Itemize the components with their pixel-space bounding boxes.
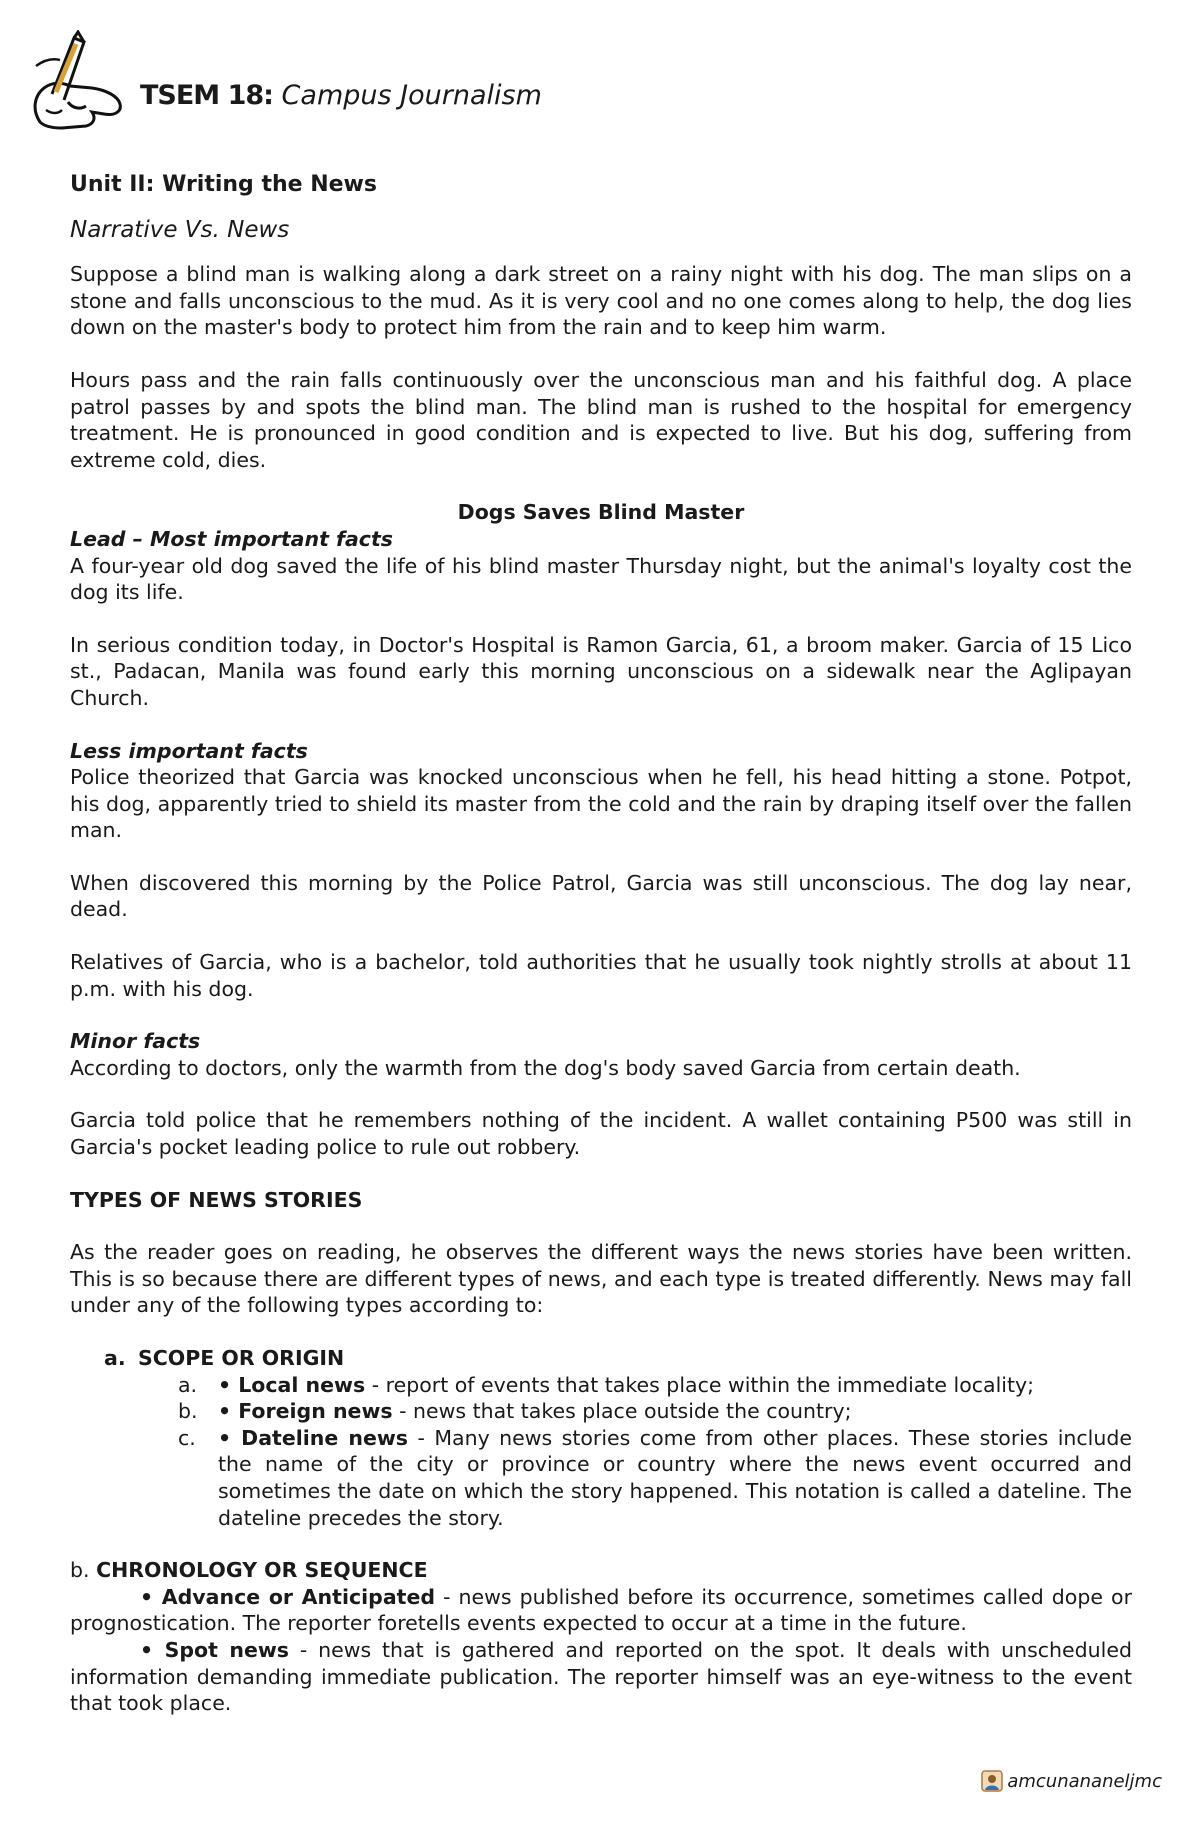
chronology-heading [70, 1557, 1132, 1584]
course-code: TSEM 18: [140, 80, 273, 111]
news-paragraph: When discovered this morning by the Police Patrol, Garcia was still unconscious. The dog lay near, dead. [70, 870, 1132, 922]
list-item [178, 1372, 1132, 1399]
chronology-title: CHRONOLOGY OR SEQUENCE [96, 1558, 428, 1583]
news-paragraph: According to doctors, only the warmth from the dog's body saved Garcia from certain death. [70, 1055, 1021, 1080]
types-heading: TYPES OF NEWS STORIES [70, 1187, 363, 1212]
list-desc: - news that is gathered and reported on the spot. It deals with unscheduled information demanding immediate publication. The reporter himself was an eye-witness to the event that took place. [70, 1637, 1132, 1716]
list-marker: c. [178, 1425, 196, 1450]
list-term: • Spot news [140, 1637, 290, 1662]
news-paragraph: A four-year old dog saved the life of his blind master Thursday night, but the animal's loyalty cost the dog its life. [70, 553, 1132, 605]
news-paragraph: Police theorized that Garcia was knocked unconscious when he fell, his head hitting a stone. Potpot, his dog, apparently tried to shield its master from the cold and the rain by draping itself over the fallen man. [70, 765, 1132, 843]
course-heading [140, 80, 542, 111]
news-headline: Dogs Saves Blind Master [457, 500, 745, 525]
list-desc: - news that takes place outside the country; [392, 1399, 852, 1424]
scope-title: SCOPE OR ORIGIN [138, 1346, 345, 1370]
list-marker: a. [178, 1372, 198, 1397]
user-avatar-icon [981, 1770, 1003, 1792]
news-paragraph: Garcia told police that he remembers nothing of the incident. A wallet containing P500 was still in Garcia's pocket leading police to rule out robbery. [70, 1108, 1132, 1160]
page-footer [981, 1770, 1162, 1792]
list-term: • Advance or Anticipated [140, 1584, 436, 1609]
pen-hand-logo-icon [22, 30, 142, 140]
list-item [178, 1425, 1132, 1531]
scope-letter: a. [104, 1346, 126, 1370]
list-term: • Dateline news [218, 1425, 409, 1450]
list-item [178, 1398, 1132, 1425]
lead-label: Lead – Most important facts [70, 526, 393, 551]
list-marker: b. [178, 1399, 198, 1424]
minor-facts-label: Minor facts [70, 1029, 201, 1054]
less-important-label: Less important facts [70, 738, 308, 763]
list-item [70, 1584, 1132, 1637]
section-subtitle: Narrative Vs. News [70, 216, 290, 243]
scope-list [70, 1372, 1132, 1532]
document-body [70, 172, 1132, 1717]
narrative-paragraph: Hours pass and the rain falls continuously over the unconscious man and his faithful dog. A place patrol passes by and spots the blind man. The blind man is rushed to the hospital for emergency treatment. He is pronounced in good condition and is expected to live. But his dog, suffering from extreme cold, dies. [70, 367, 1132, 472]
list-desc: - news published before its occurrence, sometimes called dope or prognostication. The reporter foretells events expected to occur at a time in the future. [70, 1584, 1132, 1636]
list-item [70, 1637, 1132, 1717]
page-header [22, 30, 722, 140]
course-title: Campus Journalism [281, 80, 542, 111]
chronology-letter: b. [70, 1558, 90, 1583]
scope-heading [104, 1345, 1132, 1372]
list-desc: - Many news stories come from other places. These stories include the name of the city or province or country where the news event occurred and sometimes the date on which the story happened. This notation is called a dateline. The dateline precedes the story. [218, 1425, 1132, 1530]
news-paragraph: Relatives of Garcia, who is a bachelor, told authorities that he usually took nightly strolls at about 11 p.m. with his dog. [70, 950, 1132, 1001]
list-desc: - report of events that takes place within the immediate locality; [365, 1372, 1035, 1397]
types-intro: As the reader goes on reading, he observes the different ways the news stories have been written. This is so because there are different types of news, and each type is treated differently. News may fall under any of the following types according to: [70, 1240, 1132, 1318]
unit-title: Unit II: Writing the News [70, 172, 377, 197]
list-term: • Foreign news [218, 1399, 393, 1424]
narrative-paragraph: Suppose a blind man is walking along a dark street on a rainy night with his dog. The man slips on a stone and falls unconscious to the mud. As it is very cool and no one comes along to help, the dog lies down on the master's body to protect him from the rain and to keep him warm. [70, 262, 1132, 340]
list-term: • Local news [218, 1372, 366, 1397]
author-handle: amcunananeljmc [1007, 1770, 1162, 1792]
news-paragraph: In serious condition today, in Doctor's Hospital is Ramon Garcia, 61, a broom maker. Garcia of 15 Lico st., Padacan, Manila was found early this morning unconscious on a sidewalk near the Aglipayan Church. [70, 632, 1132, 710]
